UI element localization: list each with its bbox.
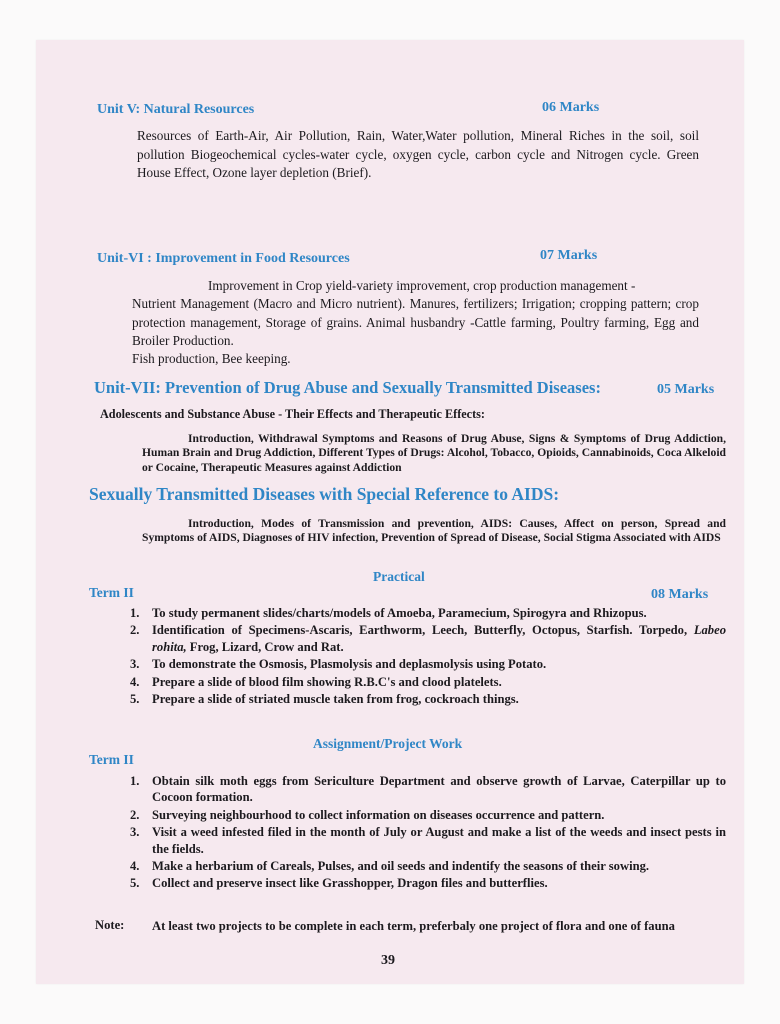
unit5-title: Unit V: Natural Resources	[97, 102, 255, 117]
practical-marks: 08 Marks	[651, 587, 709, 602]
assignment-item	[130, 824, 726, 857]
item-italic-text: Labeo rohita,	[152, 623, 726, 654]
item-text: Surveying neighbourhood to collect information on diseases occurrence and pattern.	[152, 807, 605, 822]
unit7-title: Unit-VII: Prevention of Drug Abuse and Sexually Transmitted Diseases:	[94, 378, 601, 397]
unit6-body: Nutrient Management (Macro and Micro nutrient). Manures, fertilizers; Irrigation; cropping pattern; crop protection management, Storage of grains. Animal husbandry -Cattle farming, Poultry farming, Egg and Broiler Production.	[132, 296, 699, 348]
unit6-title: Unit-VI : Improvement in Food Resources	[97, 251, 350, 266]
assignment-term: Term II	[89, 752, 134, 767]
practical-item	[130, 605, 726, 621]
std-title: Sexually Transmitted Diseases with Special Reference to AIDS:	[89, 484, 560, 504]
item-text: Obtain silk moth eggs from Sericulture Department and observe growth of Larvae, Caterpillar up to Cocoon formation.	[152, 774, 726, 805]
item-text-tail: Frog, Lizard, Crow and Rat.	[186, 639, 344, 654]
practical-title: Practical	[373, 569, 425, 584]
unit7-marks: 05 Marks	[657, 382, 715, 397]
item-text: Visit a weed infested filed in the month of July or August and make a list of the weeds and insect pests in the fields.	[152, 825, 726, 856]
assignment-item	[130, 773, 726, 806]
item-number: 2.	[130, 623, 140, 638]
unit7-subhead: Adolescents and Substance Abuse - Their Effects and Therapeutic Effects:	[100, 407, 485, 421]
item-number: 3.	[130, 657, 140, 672]
note-text: At least two projects to be complete in each term, preferbaly one project of flora and one of fauna	[152, 919, 675, 933]
practical-item	[130, 674, 726, 690]
unit5-marks: 06 Marks	[542, 100, 600, 115]
item-text: Make a herbarium of Careals, Pulses, and oil seeds and indentify the seasons of their sowing.	[152, 859, 650, 874]
unit6-marks: 07 Marks	[540, 248, 598, 263]
item-text: Collect and preserve insect like Grasshopper, Dragon files and butterflies.	[152, 876, 548, 891]
item-number: 5.	[130, 876, 140, 891]
item-text: Identification of Specimens-Ascaris, Earthworm, Leech, Butterfly, Octopus, Starfish. Torpedo,	[152, 623, 694, 638]
item-text: To study permanent slides/charts/models of Amoeba, Paramecium, Spirogyra and Rhizopus.	[152, 606, 647, 620]
item-number: 5.	[130, 692, 140, 707]
page-number: 39	[381, 953, 395, 968]
item-number: 4.	[130, 674, 140, 689]
practical-item	[130, 691, 726, 707]
std-body: Introduction, Modes of Transmission and prevention, AIDS: Causes, Affect on person, Spread and Symptoms of AIDS, Diagnoses of HIV infection, Prevention of Spread of Disease, Social Stigma Associated with AIDS	[142, 517, 726, 545]
item-text: Prepare a slide of striated muscle taken from frog, cockroach things.	[152, 692, 519, 707]
assignment-list	[130, 773, 726, 893]
assignment-item	[130, 875, 726, 891]
unit7-body: Introduction, Withdrawal Symptoms and Reasons of Drug Abuse, Signs & Symptoms of Drug Addiction, Human Brain and Drug Addiction, Different Types of Drugs: Alcohol, Tobacco, Opioids, Cannabinoids, Coca Alkeloid or Cocaine, Therapeutic Measures against Addiction	[142, 432, 726, 474]
unit6-last: Fish production, Bee keeping.	[132, 351, 291, 366]
practical-item	[130, 622, 726, 655]
practical-term: Term II	[89, 585, 134, 600]
note-label: Note:	[95, 918, 125, 932]
item-number: 4.	[130, 859, 140, 874]
practical-list	[130, 605, 726, 708]
unit6-line1: Improvement in Crop yield-variety improvement, crop production management -	[208, 278, 636, 293]
item-text: Prepare a slide of blood film showing R.B.C's and clood platelets.	[152, 674, 502, 689]
unit5-body: Resources of Earth-Air, Air Pollution, Rain, Water,Water pollution, Mineral Riches in the soil, soil pollution Biogeochemical cycles-water cycle, oxygen cycle, carbon cycle and Nitrogen cycle. Green House Effect, Ozone layer depletion (Brief).	[137, 128, 699, 180]
practical-item	[130, 656, 726, 672]
item-number: 2.	[130, 807, 140, 822]
item-number: 1.	[130, 606, 140, 620]
item-text: To demonstrate the Osmosis, Plasmolysis and deplasmolysis using Potato.	[152, 657, 547, 672]
item-number: 3.	[130, 825, 140, 840]
assignment-title: Assignment/Project Work	[313, 736, 463, 751]
assignment-item	[130, 858, 726, 874]
assignment-item	[130, 807, 726, 823]
item-number: 1.	[130, 774, 140, 788]
